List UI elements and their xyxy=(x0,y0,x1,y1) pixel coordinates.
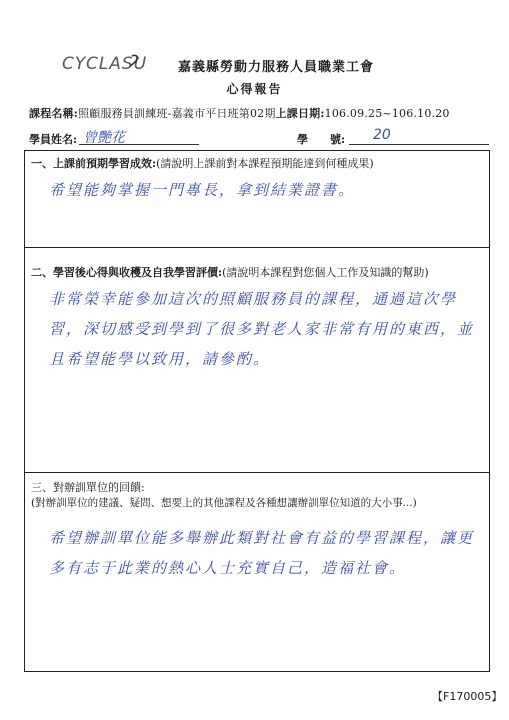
logo-wordmark: CYCLASU xyxy=(62,54,148,74)
section-2-instruction: (請說明本課程對您個人工作及知識的幫助) xyxy=(222,266,429,279)
section-1-heading-line xyxy=(31,155,374,171)
student-number-label: 學 號: xyxy=(297,133,346,146)
section-learning-reflection xyxy=(25,248,489,473)
report-form-box xyxy=(24,150,490,672)
organization-name: 嘉義縣勞動力服務人員職業工會 xyxy=(178,60,375,75)
section-3-instruction: (對辦訓單位的建議、疑問、想要上的其他課程及各種想讓辦訓單位知道的大小事...) xyxy=(31,497,417,509)
student-number-value: 20 xyxy=(373,127,391,143)
section-1-instruction: (請說明上課前對本課程預期能達到何種成果) xyxy=(156,157,374,170)
course-date-label: 上課日期: xyxy=(275,107,325,120)
student-name-label: 學員姓名: xyxy=(29,133,78,146)
course-name-label: 課程名稱: xyxy=(29,107,79,120)
course-info-line xyxy=(29,105,450,121)
student-info-line xyxy=(29,127,489,147)
student-name-value: 曾艷花 xyxy=(83,130,125,146)
section-2-heading-line xyxy=(31,264,429,280)
section-3-heading: 三、對辦訓單位的回饋: xyxy=(31,481,145,494)
organization-logo xyxy=(62,52,172,74)
section-1-answer: 希望能夠掌握一門專長，拿到結業證書。 xyxy=(49,181,356,199)
section-2-answer: 非常榮幸能參加這次的照顧服務員的課程，通過這次學習，深切感受到學到了很多對老人家非常有用的東西，並且希望能學以致用，請參酌。 xyxy=(49,290,475,368)
section-3-answer: 希望辦訓單位能多舉辦此類對社會有益的學習課程，讓更多有志于此業的熱心人士充實自己，造福社會。 xyxy=(49,529,475,577)
student-number-underline xyxy=(349,144,489,145)
form-code: 【F170005】 xyxy=(432,690,503,703)
section-1-heading: 一、上課前預期學習成效: xyxy=(31,157,157,170)
course-name-value: 照顧服務員訓練班-嘉義市平日班第02期 xyxy=(78,107,276,120)
course-date-value: 106.09.25~106.10.20 xyxy=(324,107,450,120)
section-feedback xyxy=(25,473,489,671)
document-title: 心得報告 xyxy=(226,82,283,96)
section-2-heading: 二、學習後心得與收穫及自我學習評價: xyxy=(31,266,223,279)
section-expected-outcome xyxy=(25,151,489,248)
student-name-underline xyxy=(79,144,199,145)
